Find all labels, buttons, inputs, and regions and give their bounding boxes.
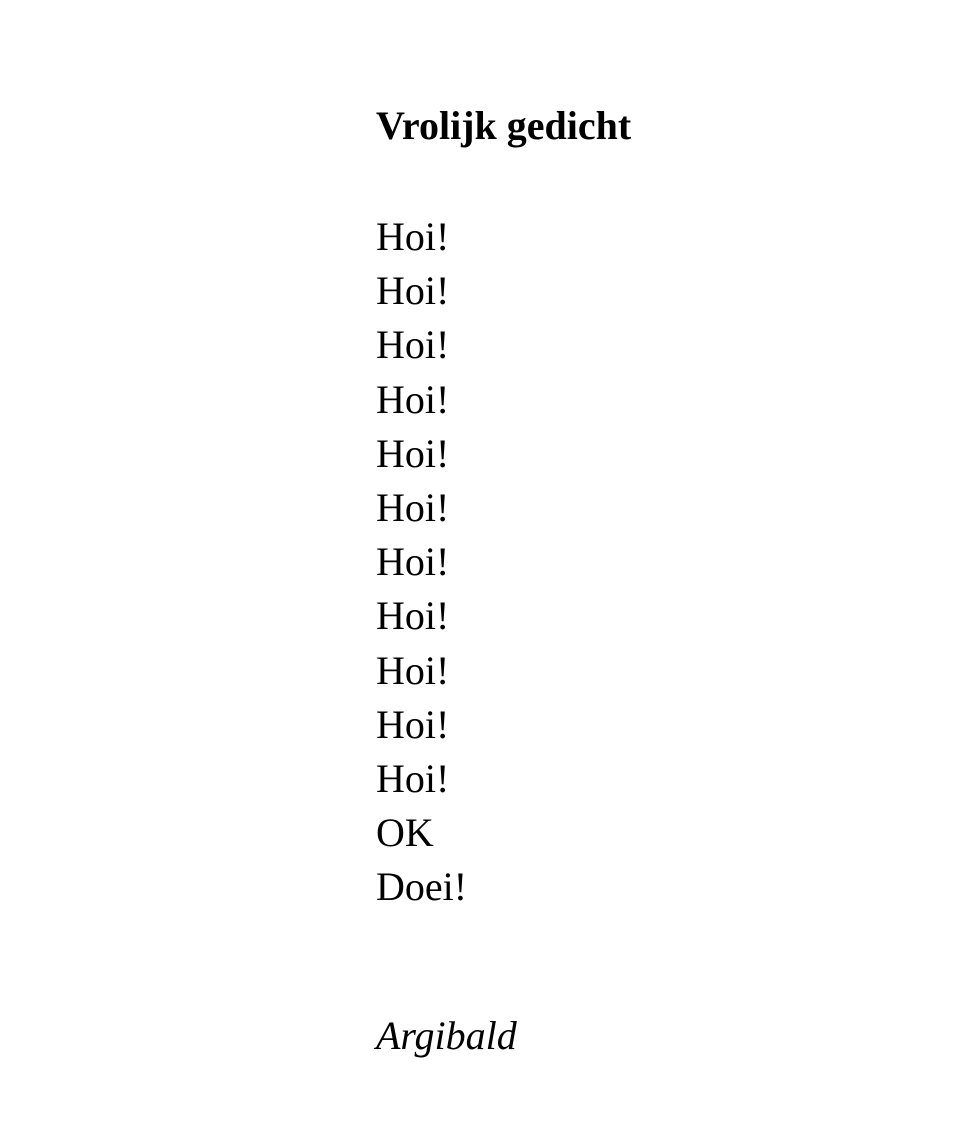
poem-line: Hoi! bbox=[376, 376, 450, 422]
poem-line: Hoi! bbox=[376, 539, 450, 585]
poem bbox=[376, 100, 631, 915]
poem-line: Hoi! bbox=[376, 647, 450, 693]
poem-line: OK bbox=[376, 810, 434, 856]
poem-title: Vrolijk gedicht bbox=[376, 103, 632, 148]
poem-lines bbox=[376, 210, 631, 915]
poem-line: Hoi! bbox=[376, 593, 450, 639]
poem-line: Hoi! bbox=[376, 701, 450, 747]
poem-line: Hoi! bbox=[376, 430, 450, 476]
poem-author: Argibald bbox=[376, 1013, 517, 1058]
poem-line: Hoi! bbox=[376, 268, 450, 314]
poem-line: Hoi! bbox=[376, 756, 450, 802]
poem-line: Hoi! bbox=[376, 214, 450, 259]
poem-line: Hoi! bbox=[376, 485, 450, 531]
poem-line: Hoi! bbox=[376, 322, 450, 368]
poem-line: Doei! bbox=[376, 864, 468, 910]
